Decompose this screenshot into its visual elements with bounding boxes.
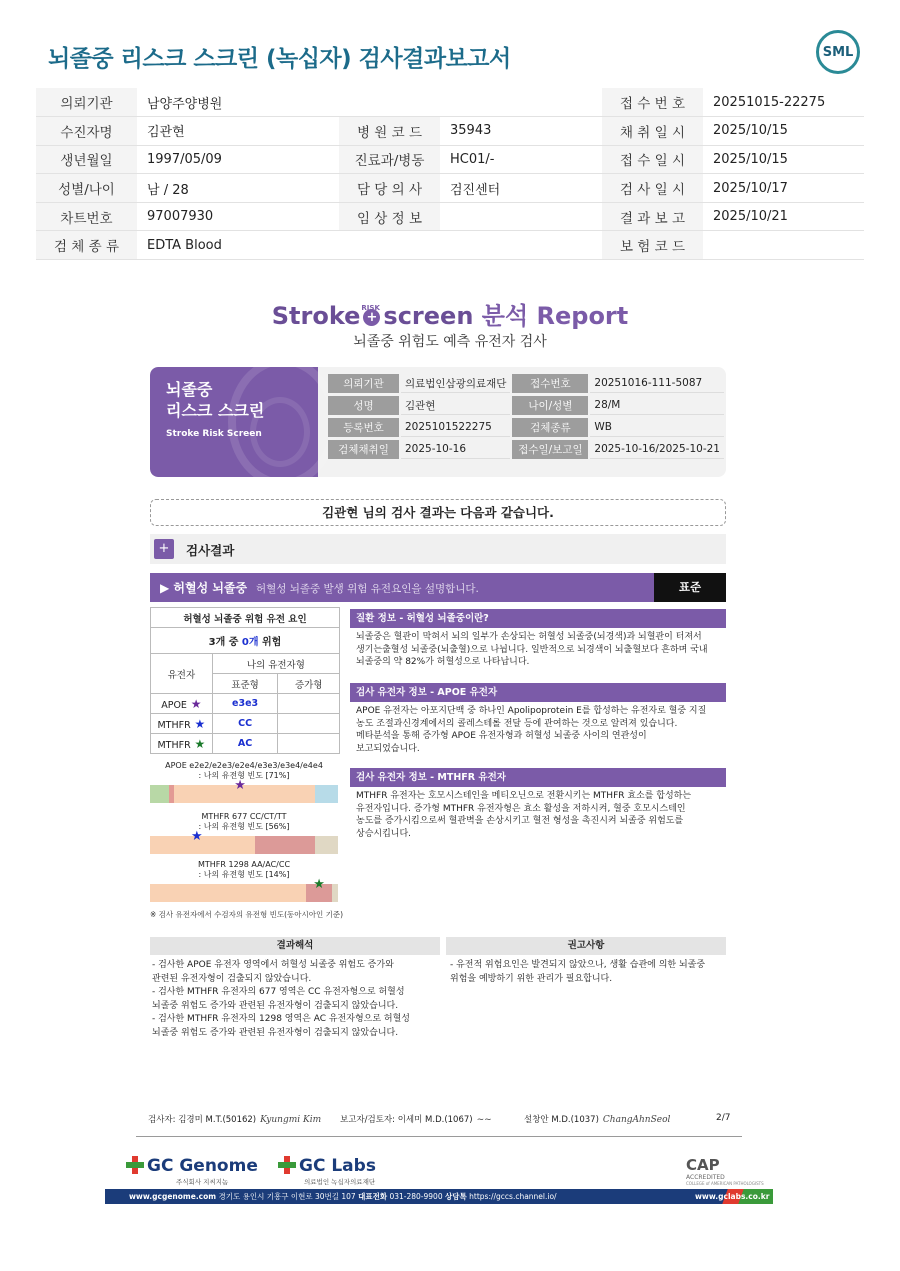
frequency-segment xyxy=(150,785,169,803)
report-subtitle: 뇌졸중 위험도 예측 유전자 검사 xyxy=(353,334,547,350)
frequency-note: ※ 검사 유전자에서 수검자의 유전형 빈도(동아시아인 기준) xyxy=(150,910,344,919)
patient-info-table xyxy=(36,88,864,260)
info-value: 97007930 xyxy=(137,202,339,231)
info-box-line: MTHFR 유전자는 호모시스테인을 메티오닌으로 전환시키는 MTHFR 효소를 합성하는 xyxy=(356,791,692,801)
frequency-value: : 나의 유전형 빈도 [14%] xyxy=(198,870,290,879)
info-label xyxy=(339,88,440,117)
card-label: 접수일/보고일 xyxy=(512,440,588,459)
card-label: 나이/성별 xyxy=(512,396,588,415)
info-label: 생년월일 xyxy=(36,145,137,174)
reviewer2-signature: ChangAhnSeol xyxy=(602,1115,671,1125)
recommendation-line: 위험을 예방하기 위한 관리가 필요합니다. xyxy=(450,973,613,984)
signature-reviewer xyxy=(340,1113,492,1125)
info-label: 임 상 정 보 xyxy=(339,202,440,231)
info-box-line: APOE 유전자는 아포지단백 중 하나인 Apolipoprotein E를 합성하는 유전자로 혈중 지질 xyxy=(356,706,707,716)
info-label: 보 험 코 드 xyxy=(602,231,703,260)
gene-name: MTHFR xyxy=(157,739,191,751)
cap-accredited: ACCREDITED xyxy=(686,1174,725,1181)
risk-count-num: 0개 xyxy=(241,637,259,648)
standard-genotype: AC xyxy=(212,734,278,754)
info-box-line: 농도 조절과신경계에서의 콜레스테롤 전달 등에 관여하는 것으로 알려져 있습니다. xyxy=(356,718,678,729)
info-value: 2025/10/15 xyxy=(703,145,864,174)
info-value xyxy=(440,88,602,117)
footer-address: 경기도 용인시 기흥구 이현로 30번길 107 xyxy=(218,1192,356,1201)
info-value: 김관현 xyxy=(137,117,339,146)
card-label: 등록번호 xyxy=(328,418,399,437)
frequency-segment xyxy=(315,785,338,803)
interpretation-text xyxy=(152,959,442,1040)
report-brand-title xyxy=(0,296,900,331)
frequency-bar xyxy=(150,836,338,854)
ischemic-stroke-title: ▶ 허혈성 뇌졸중 xyxy=(160,581,248,595)
card-value: 2025-10-16 xyxy=(401,440,510,459)
summary-card xyxy=(150,367,726,477)
frequency-value: : 나의 유전형 빈도 [56%] xyxy=(198,822,290,831)
info-box-line: 상승시킵니다. xyxy=(356,828,412,839)
gc-genome-sub: 주식회사 지씨지놈 xyxy=(176,1178,229,1186)
gc-genome-logo xyxy=(126,1156,258,1176)
info-label: 채 취 일 시 xyxy=(602,117,703,146)
recommendation-text xyxy=(450,959,726,986)
info-value xyxy=(440,231,602,260)
card-title-2: 리스크 스크린 xyxy=(166,401,265,420)
frequency-label: APOE e2e2/e2e3/e2e4/e3e3/e3e4/e4e4 xyxy=(165,761,323,770)
info-box-line: 뇌졸중은 혈관이 막혀서 뇌의 일부가 손상되는 허혈성 뇌졸중(뇌경색)과 뇌혈관이 터져서 xyxy=(356,632,702,642)
greeting-banner: 김관현 님의 검사 결과는 다음과 같습니다. xyxy=(150,499,726,526)
gc-labs-logo xyxy=(278,1156,376,1176)
info-box-text xyxy=(356,631,724,669)
info-label: 병 원 코 드 xyxy=(339,117,440,146)
frequency-star-icon: ★ xyxy=(313,877,325,892)
frequency-bar xyxy=(150,884,338,902)
divider xyxy=(136,1136,742,1137)
card-title-1: 뇌졸중 xyxy=(166,380,213,399)
info-box-title: 검사 유전자 정보 - MTHFR 유전자 xyxy=(350,768,726,787)
info-box-title: 질환 정보 - 허혈성 뇌졸중이란? xyxy=(350,609,726,628)
page-number: 2/7 xyxy=(716,1113,731,1123)
info-label: 검 사 일 시 xyxy=(602,174,703,203)
interpretation-line: - 검사한 MTHFR 유전자의 677 영역은 CC 유전자형으로 허혈성 xyxy=(152,987,405,997)
gene-cell xyxy=(151,694,213,714)
interpretation-line: - 검사한 APOE 유전자 영역에서 허혈성 뇌졸중 위험도 증가와 xyxy=(152,960,394,970)
info-value xyxy=(703,231,864,260)
card-value: 2025-10-16/2025-10-21 xyxy=(590,440,724,459)
card-info-table xyxy=(326,371,726,462)
frequency-segment xyxy=(255,836,315,854)
card-info-row xyxy=(328,374,724,393)
info-value: 남양주양병원 xyxy=(137,88,339,117)
standard-badge: 표준 xyxy=(654,573,726,602)
gene-name: MTHFR xyxy=(157,719,191,731)
card-info-row xyxy=(328,396,724,415)
reviewer-name: 보고자/검토자: 이세미 M.D.(1067) xyxy=(340,1115,473,1125)
info-value: 2025/10/21 xyxy=(703,202,864,231)
increase-genotype xyxy=(278,694,340,714)
card-brand-panel xyxy=(150,367,318,477)
footer-consult: https://gccs.channel.io/ xyxy=(469,1192,557,1201)
info-value: 35943 xyxy=(440,117,602,146)
gc-labs-sub: 의료법인 녹십자의료재단 xyxy=(304,1178,376,1186)
ischemic-stroke-desc: 허혈성 뇌졸중 발생 위험 유전요인을 설명합니다. xyxy=(256,583,479,595)
info-box-text xyxy=(356,790,724,840)
genotype-table xyxy=(150,607,340,754)
gene-cell xyxy=(151,734,213,754)
star-icon: ★ xyxy=(190,736,206,751)
recommendation-header: 권고사항 xyxy=(446,937,726,955)
frequency-label: MTHFR 677 CC/CT/TT xyxy=(201,812,287,821)
footer-url: www.gcgenome.com xyxy=(129,1192,217,1201)
info-label: 진료과/병동 xyxy=(339,145,440,174)
info-box-line: 농도를 증가시킴으로써 혈관벽을 손상시키고 혈전 형성을 촉진시켜 뇌졸중 위험도를 xyxy=(356,816,684,826)
info-row xyxy=(36,145,864,174)
frequency-star-icon: ★ xyxy=(191,829,203,844)
gene-cell xyxy=(151,714,213,734)
brand-stroke: Stroke xyxy=(271,302,361,330)
cap-logo: CAP xyxy=(686,1156,720,1174)
info-value: 2025/10/15 xyxy=(703,117,864,146)
info-box-text xyxy=(356,705,724,755)
frequency-star-icon: ★ xyxy=(234,778,246,793)
card-label: 검체종류 xyxy=(512,418,588,437)
info-value xyxy=(440,202,602,231)
info-value: HC01/- xyxy=(440,145,602,174)
brand-risk: RISK xyxy=(361,304,380,312)
ischemic-stroke-bar xyxy=(150,573,726,602)
col-my-genotype: 나의 유전자형 xyxy=(212,654,339,674)
col-gene: 유전자 xyxy=(151,654,213,694)
risk-count-pre: 3개 중 xyxy=(208,637,239,648)
info-box-line: 메타분석을 통해 증가형 APOE 유전자형과 허혈성 뇌졸중 사이의 연관성이 xyxy=(356,731,647,741)
signature-reviewer-2 xyxy=(524,1113,670,1125)
signature-tester xyxy=(148,1113,321,1125)
info-label: 접 수 번 호 xyxy=(602,88,703,117)
info-box-line: 뇌졸중의 약 82%가 허혈성으로 나타납니다. xyxy=(356,657,530,667)
increase-genotype xyxy=(278,714,340,734)
gc-cross-icon xyxy=(126,1156,144,1174)
card-info-row xyxy=(328,418,724,437)
genotype-row xyxy=(151,694,340,714)
info-value: EDTA Blood xyxy=(137,231,339,260)
section-header xyxy=(150,534,726,564)
reviewer-signature: ~~ xyxy=(476,1115,492,1125)
interpretation-line: 뇌졸중 위험도 증가와 관련된 유전자형이 검출되지 않았습니다. xyxy=(152,1027,399,1038)
result-icon: + xyxy=(154,539,174,559)
star-icon: ★ xyxy=(186,696,202,711)
info-box-line: 유전자입니다. 증가형 MTHFR 유전자형은 효소 활성을 저하시켜, 혈중 호모시스테인 xyxy=(356,803,686,814)
footer-consult-label: 상담톡 xyxy=(445,1192,467,1201)
info-value: 2025/10/17 xyxy=(703,174,864,203)
info-value: 검진센터 xyxy=(440,174,602,203)
info-box-line: 보고되었습니다. xyxy=(356,743,420,754)
frequency-segment xyxy=(332,884,338,902)
info-label: 수진자명 xyxy=(36,117,137,146)
info-label xyxy=(339,231,440,260)
gene-name: APOE xyxy=(161,699,187,711)
info-label: 의뢰기관 xyxy=(36,88,137,117)
card-value: 28/M xyxy=(590,396,724,415)
card-label: 검체채취일 xyxy=(328,440,399,459)
footer-tel-label: 대표전화 xyxy=(358,1192,388,1201)
interpretation-line: - 검사한 MTHFR 유전자의 1298 영역은 AC 유전자형으로 허혈성 xyxy=(152,1014,410,1024)
gc-genome-text: GC Genome xyxy=(147,1156,258,1176)
frequency-value: : 나의 유전형 빈도 [71%] xyxy=(198,771,290,780)
recommendation-line: - 유전적 위험요인은 발견되지 않았으나, 생활 습관에 의한 뇌졸중 xyxy=(450,960,706,970)
tester-signature: Kyungmi Kim xyxy=(260,1115,322,1125)
genotype-row xyxy=(151,714,340,734)
interpretation-line: 뇌졸중 위험도 증가와 관련된 유전자형이 검출되지 않았습니다. xyxy=(152,1000,399,1011)
brand-korean: 분석 Report xyxy=(481,302,629,330)
gc-cross-icon xyxy=(278,1156,296,1174)
standard-genotype: CC xyxy=(212,714,278,734)
genotype-row xyxy=(151,734,340,754)
info-label: 검 체 종 류 xyxy=(36,231,137,260)
info-row xyxy=(36,117,864,146)
footer-url-2: www.gclabs.co.kr xyxy=(695,1192,770,1201)
sml-logo-text: SML xyxy=(822,44,854,60)
tester-name: 검사자: 김경미 M.T.(50162) xyxy=(148,1115,257,1125)
col-increase: 증가형 xyxy=(278,674,340,694)
frequency-segment xyxy=(150,884,306,902)
brand-screen: screen xyxy=(383,302,474,330)
info-box-line: 생기는출혈성 뇌졸중(뇌출혈)으로 나뉩니다. 일반적으로 뇌경색이 뇌출혈보다 흔하며 국내 xyxy=(356,644,708,655)
card-label: 접수번호 xyxy=(512,374,588,393)
standard-genotype: e3e3 xyxy=(212,694,278,714)
info-row xyxy=(36,174,864,203)
info-value: 1997/05/09 xyxy=(137,145,339,174)
gc-labs-text: GC Labs xyxy=(299,1156,376,1176)
increase-genotype xyxy=(278,734,340,754)
reviewer2-name: 설창안 M.D.(1037) xyxy=(524,1115,599,1125)
card-title-en: Stroke Risk Screen xyxy=(166,429,262,439)
interpretation-header: 결과해석 xyxy=(150,937,440,955)
info-row xyxy=(36,231,864,260)
info-label: 성별/나이 xyxy=(36,174,137,203)
info-label: 차트번호 xyxy=(36,202,137,231)
col-standard: 표준형 xyxy=(212,674,278,694)
section-label: 검사결과 xyxy=(186,543,235,558)
card-value: 20251016-111-5087 xyxy=(590,374,724,393)
frequency-label: MTHFR 1298 AA/AC/CC xyxy=(197,860,291,869)
decorative-swirl xyxy=(250,397,310,467)
report-title: 뇌졸중 리스크 스크린 (녹십자) 검사결과보고서 xyxy=(48,46,511,72)
info-label: 담 당 의 사 xyxy=(339,174,440,203)
plus-circle-icon: + RISK xyxy=(363,309,380,326)
footer-bar xyxy=(105,1189,773,1204)
genotype-table-header: 허혈성 뇌졸중 위험 유전 요인 xyxy=(151,608,340,628)
info-row xyxy=(36,88,864,117)
info-label: 결 과 보 고 xyxy=(602,202,703,231)
card-label: 성명 xyxy=(328,396,399,415)
risk-count-post: 위험 xyxy=(262,637,282,648)
cap-college: COLLEGE of AMERICAN PATHOLOGISTS xyxy=(686,1181,764,1186)
card-value: 김관현 xyxy=(401,396,510,415)
risk-count xyxy=(151,628,340,654)
info-label: 접 수 일 시 xyxy=(602,145,703,174)
info-box-title: 검사 유전자 정보 - APOE 유전자 xyxy=(350,683,726,702)
footer-tel: 031-280-9900 xyxy=(389,1192,443,1201)
star-icon: ★ xyxy=(190,716,206,731)
interpretation-line: 관련된 유전자형이 검출되지 않았습니다. xyxy=(152,973,312,984)
card-label: 의뢰기관 xyxy=(328,374,399,393)
card-value: 2025101522275 xyxy=(401,418,510,437)
info-value: 남 / 28 xyxy=(137,174,339,203)
info-row xyxy=(36,202,864,231)
frequency-segment xyxy=(315,836,338,854)
sml-logo xyxy=(816,30,860,74)
card-info-row xyxy=(328,440,724,459)
card-value: 의료법인삼광의료재단 xyxy=(401,374,510,393)
card-value: WB xyxy=(590,418,724,437)
info-value: 20251015-22275 xyxy=(703,88,864,117)
